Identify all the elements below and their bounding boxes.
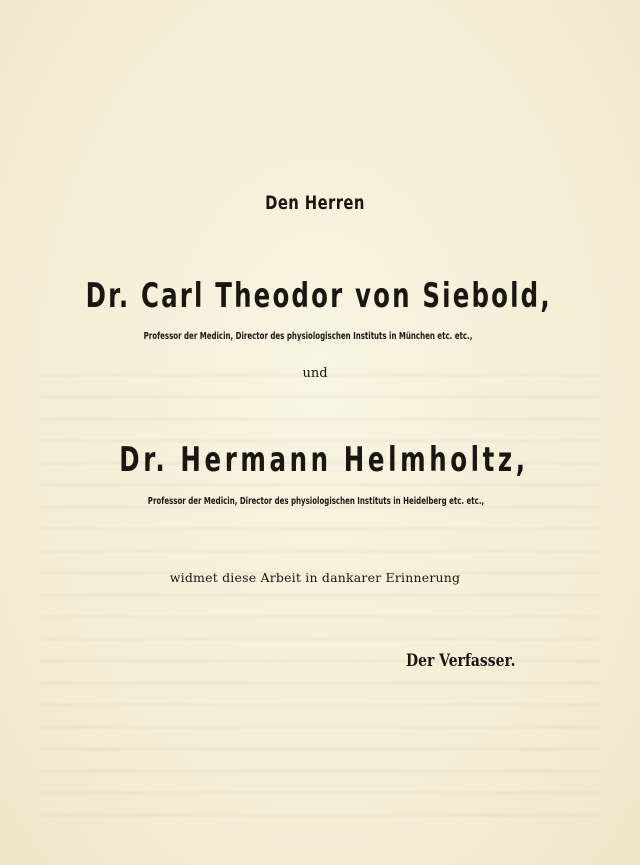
show-through-text — [40, 360, 600, 830]
recipient-2-name: Dr. Hermann Helmholtz, — [119, 440, 529, 480]
recipient-2-affiliation: Professor der Medicin, Director des physiologischen Instituts in Heidelberg etc. etc., — [147, 496, 485, 507]
author-signature: Der Verfasser. — [406, 651, 516, 671]
dedication-text: widmet diese Arbeit in dankarer Erinnerung — [169, 570, 461, 585]
recipient-1-name: Dr. Carl Theodor von Siebold, — [85, 276, 552, 316]
conjunction: und — [302, 366, 328, 381]
recipient-1-affiliation: Professor der Medicin, Director des physiologischen Instituts in München etc. etc., — [143, 331, 473, 342]
dedication-heading: Den Herren — [265, 192, 365, 214]
